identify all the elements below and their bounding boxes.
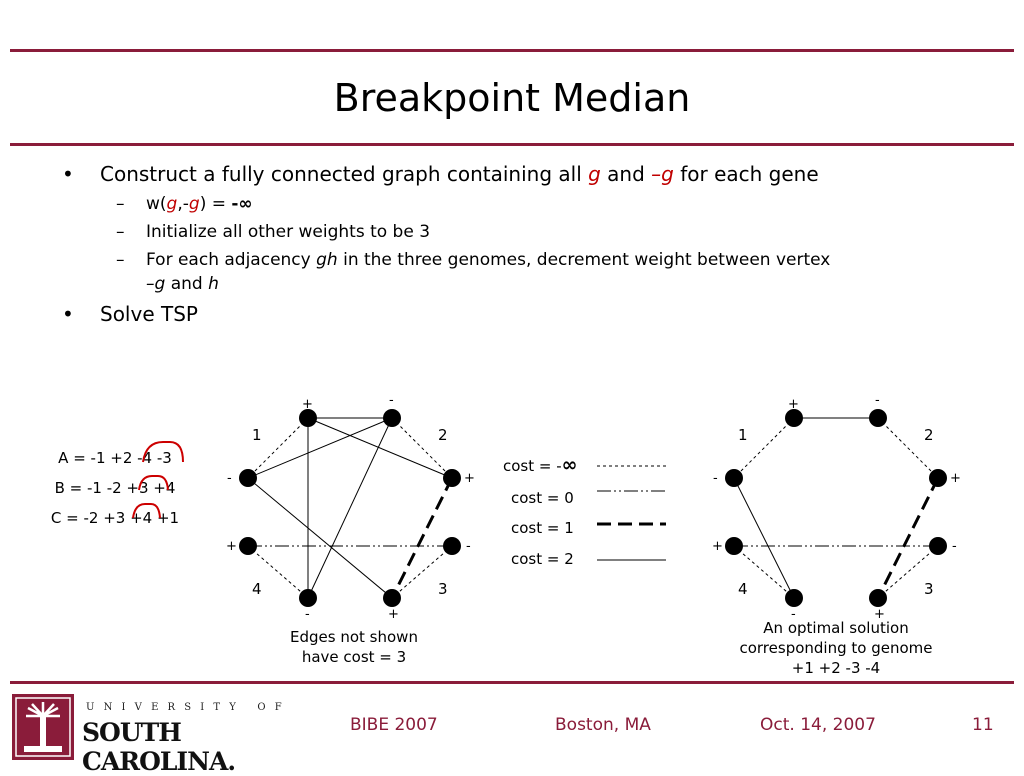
genome-a: A = -1 +2 -4 -3 bbox=[58, 449, 172, 467]
vertex-4-pos bbox=[725, 537, 743, 555]
var-g: g bbox=[588, 162, 601, 186]
sub-text: w( bbox=[146, 194, 167, 214]
legend-cost-neg-inf bbox=[503, 455, 577, 476]
gene-label-3: 3 bbox=[438, 580, 448, 598]
sign-label: - bbox=[713, 471, 718, 486]
sub-bullet-dash: – bbox=[116, 222, 125, 242]
genome-b: B = -1 -2 +3 +4 bbox=[54, 479, 176, 497]
university-of-text: U N I V E R S I T Y O F bbox=[86, 702, 285, 713]
vertex-3-neg bbox=[443, 537, 461, 555]
vertex-2-pos bbox=[929, 469, 947, 487]
sub-bullet-dash: – bbox=[116, 250, 125, 270]
caption-line: +1 +2 -3 -4 bbox=[791, 659, 881, 677]
right-graph bbox=[725, 409, 947, 607]
sign-label: + bbox=[788, 397, 799, 412]
caption-line: have cost = 3 bbox=[301, 648, 407, 666]
footer-page-number: 11 bbox=[972, 715, 994, 735]
bullet-dot: • bbox=[62, 162, 74, 186]
vertex-2-neg bbox=[869, 409, 887, 427]
sign-label: + bbox=[302, 397, 313, 412]
vertex-3-pos bbox=[869, 589, 887, 607]
sign-label: - bbox=[952, 539, 957, 554]
sub-text: ) = bbox=[199, 194, 232, 214]
right-caption bbox=[716, 618, 956, 678]
sign-label: + bbox=[226, 539, 237, 554]
left-caption bbox=[264, 627, 444, 667]
bullet-dot: • bbox=[62, 302, 74, 326]
vertex-4-neg bbox=[299, 589, 317, 607]
sign-label: + bbox=[950, 471, 961, 486]
vertex-2-neg bbox=[383, 409, 401, 427]
var-gh: gh bbox=[316, 250, 338, 270]
vertex-1-neg bbox=[725, 469, 743, 487]
footer-location: Boston, MA bbox=[555, 715, 651, 735]
footer-event: BIBE 2007 bbox=[350, 715, 438, 735]
genome-c: C = -2 +3 +4 +1 bbox=[50, 509, 180, 527]
bullet-text: Solve TSP bbox=[100, 302, 198, 326]
vertex-4-neg bbox=[785, 589, 803, 607]
palmetto-seal-icon bbox=[10, 692, 80, 762]
vertex-1-neg bbox=[239, 469, 257, 487]
university-logo bbox=[10, 688, 330, 776]
var-neg-g: –g bbox=[651, 162, 674, 186]
sign-label: + bbox=[464, 471, 475, 486]
infinity-symbol: ∞ bbox=[561, 454, 578, 476]
bullet-text: and bbox=[600, 162, 652, 186]
sub-text: and bbox=[165, 274, 209, 294]
adjacency-arc bbox=[133, 504, 160, 518]
vertex-3-pos bbox=[383, 589, 401, 607]
legend-cost-2: cost = 2 bbox=[511, 550, 574, 568]
sign-label: - bbox=[305, 607, 310, 622]
sub-bullet-dash: – bbox=[116, 194, 125, 214]
vertex-4-pos bbox=[239, 537, 257, 555]
sub-text: in the three genomes, decrement weight between vertex bbox=[337, 250, 831, 270]
edge-cost-2 bbox=[308, 418, 392, 598]
sign-label: - bbox=[389, 393, 394, 408]
sign-label: + bbox=[388, 607, 399, 622]
sign-label: - bbox=[227, 471, 232, 486]
bullet-text: Construct a fully connected graph containing all bbox=[100, 162, 589, 186]
gene-label-2: 2 bbox=[924, 426, 934, 444]
bullet-text: for each gene bbox=[673, 162, 819, 186]
edge-cost-2 bbox=[308, 418, 452, 478]
footer-date: Oct. 14, 2007 bbox=[760, 715, 876, 735]
gene-label-1: 1 bbox=[252, 426, 262, 444]
var-neg-g: –g bbox=[146, 274, 166, 294]
var-g: g bbox=[188, 194, 200, 214]
footer-rule bbox=[10, 681, 1014, 684]
sign-label: - bbox=[466, 539, 471, 554]
gene-label-4: 4 bbox=[738, 580, 748, 598]
slide-title: Breakpoint Median bbox=[333, 76, 691, 120]
gene-label-4: 4 bbox=[252, 580, 262, 598]
var-h: h bbox=[208, 274, 219, 294]
vertex-3-neg bbox=[929, 537, 947, 555]
legend-text: cost = - bbox=[503, 457, 562, 475]
edge-cost-2 bbox=[248, 478, 392, 598]
caption-line: An optimal solution bbox=[763, 619, 909, 637]
sub-text: ,- bbox=[177, 194, 189, 214]
sign-label: - bbox=[875, 393, 880, 408]
gene-label-1: 1 bbox=[738, 426, 748, 444]
vertex-2-pos bbox=[443, 469, 461, 487]
sub-text: For each adjacency bbox=[146, 250, 317, 270]
legend-cost-0: cost = 0 bbox=[511, 489, 574, 507]
gene-label-3: 3 bbox=[924, 580, 934, 598]
caption-line: corresponding to genome bbox=[739, 639, 933, 657]
south-carolina-text: SOUTH CAROLINA. bbox=[82, 718, 236, 776]
sign-label: - bbox=[791, 607, 796, 622]
sign-label: + bbox=[874, 607, 885, 622]
legend-cost-1: cost = 1 bbox=[511, 519, 574, 537]
var-g: g bbox=[166, 194, 178, 214]
sub-text: Initialize all other weights to be 3 bbox=[146, 222, 431, 242]
edge-cost-2 bbox=[248, 418, 392, 478]
neg-infinity: -∞ bbox=[231, 194, 253, 214]
adjacency-arc bbox=[139, 476, 168, 490]
gene-label-2: 2 bbox=[438, 426, 448, 444]
caption-line: Edges not shown bbox=[290, 628, 418, 646]
left-graph bbox=[239, 409, 461, 607]
adjacency-arc bbox=[143, 442, 183, 462]
sign-label: + bbox=[712, 539, 723, 554]
